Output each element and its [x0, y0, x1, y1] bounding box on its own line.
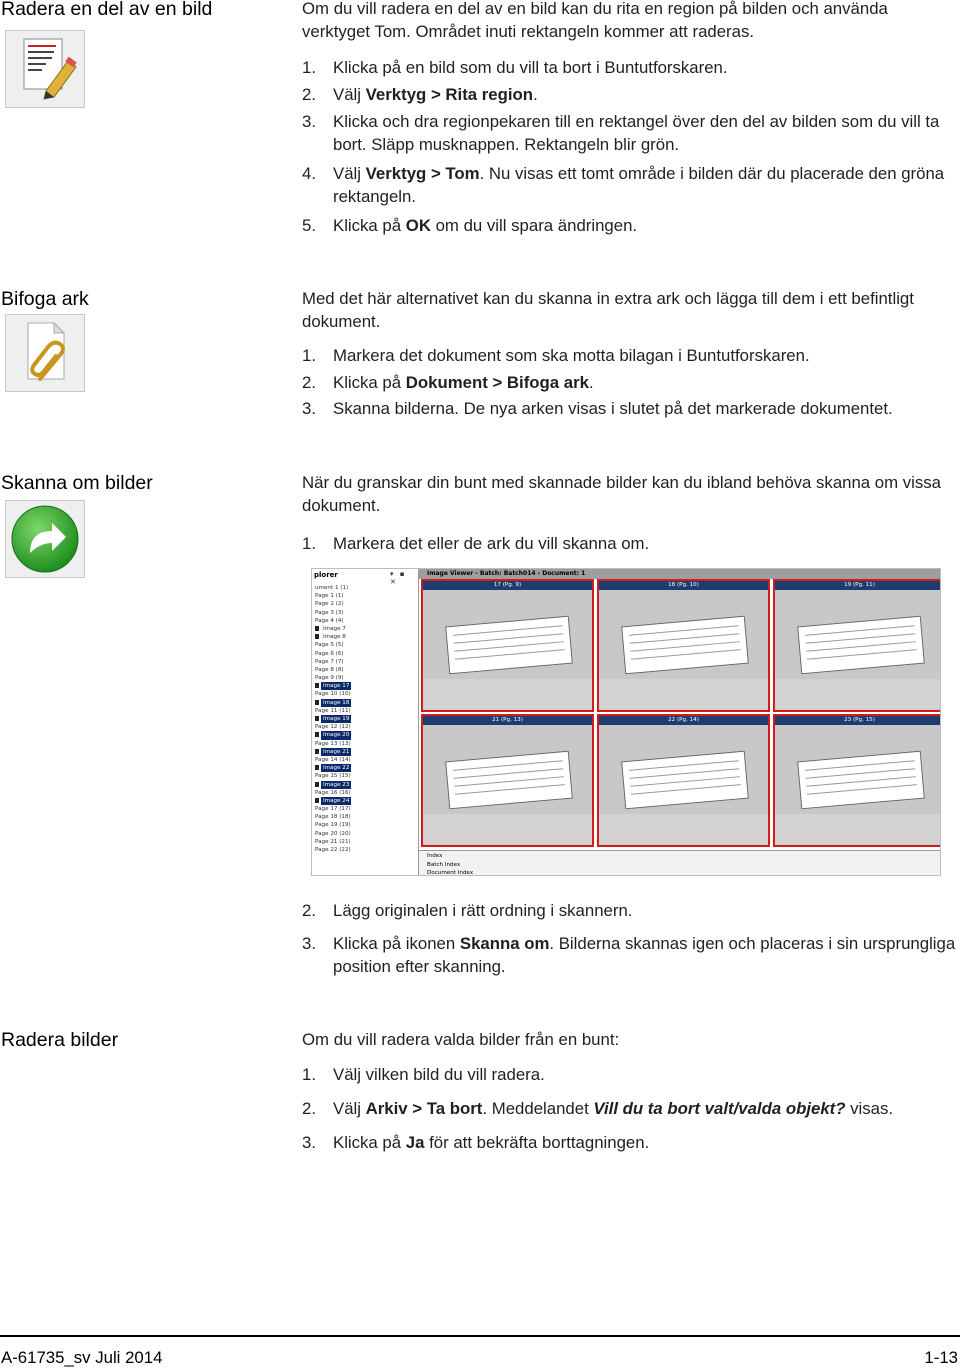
tree-item-label: Image 17	[323, 683, 350, 690]
footer-rule	[0, 1335, 960, 1337]
tree-item-label: Page 19 (19)	[315, 822, 351, 829]
step-item: 1. Markera det eller de ark du vill skanna om.	[302, 534, 650, 553]
tree-item-label: Page 16 (16)	[315, 789, 351, 796]
tree-page-item[interactable]	[315, 830, 415, 838]
tree-item-label: Page 1 (1)	[315, 593, 344, 600]
section-heading-radera-del: Radera en del av en bild	[1, 0, 213, 20]
image-node-icon	[315, 683, 319, 688]
step-item: 4. Välj Verktyg > Tom. Nu visas ett tomt område i bilden där du placerade den gröna rektangeln.	[302, 164, 945, 206]
step-item: 3. Skanna bilderna. De nya arken visas i slutet på det markerade dokumentet.	[302, 399, 893, 418]
tree-page-item[interactable]	[315, 592, 415, 600]
thumbnail[interactable]	[773, 579, 941, 712]
image-node-icon	[315, 700, 319, 705]
text-line	[807, 649, 916, 660]
scanned-page-image	[797, 751, 924, 810]
tree-item-label: Page 15 (15)	[315, 773, 351, 780]
erase-region-icon	[5, 30, 85, 108]
tree-page-item[interactable]	[315, 846, 415, 854]
step-item: 1. Markera det dokument som ska motta bilagan i Buntutforskaren.	[302, 346, 810, 365]
thumbnail-label: 18 (Pg. 10)	[599, 581, 768, 590]
image-node-icon	[315, 765, 319, 770]
tree-item-label: Page 21 (21)	[315, 838, 351, 845]
thumbnail-band	[423, 814, 592, 844]
tree-page-item[interactable]	[315, 813, 415, 821]
tree-image-item[interactable]	[315, 748, 415, 756]
tree-item-label: Page 5 (5)	[315, 642, 344, 649]
tree-item-label: ument 1 (1)	[315, 585, 349, 591]
thumbnail-label: 17 (Pg. 9)	[423, 581, 592, 590]
tree-page-item[interactable]	[315, 650, 415, 658]
thumbnail[interactable]	[421, 714, 594, 847]
step-item: 3. Klicka på Ja för att bekräfta borttagningen.	[302, 1133, 650, 1152]
step-item: 2. Välj Verktyg > Rita region.	[302, 85, 538, 104]
tree-item-label: Image 7	[323, 625, 346, 632]
tree-page-item[interactable]	[315, 821, 415, 829]
image-node-icon	[315, 749, 319, 754]
tree-item-label: Page 2 (2)	[315, 601, 344, 608]
thumbnail[interactable]	[597, 714, 770, 847]
document-index-label: Document Index	[427, 870, 474, 876]
explorer-title: plorer	[314, 571, 338, 579]
thumbnail[interactable]	[773, 714, 941, 847]
tree-image-item[interactable]	[315, 633, 415, 641]
scanned-page-image	[445, 616, 572, 675]
step-item: 1. Klicka på en bild som du vill ta bort i Buntutforskaren.	[302, 58, 728, 77]
image-node-icon	[315, 782, 319, 787]
tree-item-label: Page 11 (11)	[315, 707, 351, 714]
index-label: Index	[427, 853, 443, 859]
tree-page-item[interactable]	[315, 641, 415, 649]
tree-page-item[interactable]	[315, 666, 415, 674]
thumbnail-grid	[421, 579, 941, 849]
thumbnail-label: 19 (Pg. 11)	[775, 581, 941, 590]
batch-tree	[315, 584, 415, 854]
batch-explorer-screenshot	[311, 568, 941, 876]
tree-page-item[interactable]	[315, 789, 415, 797]
tree-image-item[interactable]	[315, 731, 415, 739]
tree-page-item[interactable]	[315, 723, 415, 731]
tree-item-label: Image 22	[323, 765, 350, 772]
thumbnail[interactable]	[421, 579, 594, 712]
tree-item-label: Page 9 (9)	[315, 675, 344, 682]
tree-page-item[interactable]	[315, 674, 415, 682]
thumbnail[interactable]	[597, 579, 770, 712]
rescan-icon	[5, 500, 85, 578]
thumbnail-band	[775, 814, 941, 844]
scanned-page-image	[621, 616, 748, 675]
thumbnail-label: 22 (Pg. 14)	[599, 716, 768, 725]
text-line	[455, 649, 564, 660]
step-item: 1. Välj vilken bild du vill radera.	[302, 1065, 545, 1084]
tree-page-item[interactable]	[315, 707, 415, 715]
tree-item-label: Page 12 (12)	[315, 724, 351, 731]
section-heading-skanna-om: Skanna om bilder	[1, 472, 153, 494]
tree-item-label: Page 17 (17)	[315, 806, 351, 813]
section-heading-bifoga-ark: Bifoga ark	[1, 288, 89, 310]
tree-page-item[interactable]	[315, 658, 415, 666]
tree-item-label: Image 8	[323, 634, 346, 641]
tree-image-item[interactable]	[315, 764, 415, 772]
tree-item-label: Image 23	[323, 781, 350, 788]
tree-page-item[interactable]	[315, 584, 415, 592]
tree-page-item[interactable]	[315, 690, 415, 698]
text-line	[631, 649, 740, 660]
section-intro: När du granskar din bunt med skannade bilder kan du ibland behöva skanna om vissa dokument.	[302, 473, 942, 515]
footer-doc-id: A-61735_sv Juli 2014	[1, 1348, 163, 1367]
section-intro: Om du vill radera valda bilder från en bunt:	[302, 1030, 620, 1049]
thumbnail-band	[775, 679, 941, 709]
tree-page-item[interactable]	[315, 740, 415, 748]
tree-image-item[interactable]	[315, 625, 415, 633]
step-item: 3. Klicka på ikonen Skanna om. Bilderna skannas igen och placeras i sin ursprungliga position efter skanning.	[302, 934, 956, 976]
tree-item-label: Page 14 (14)	[315, 756, 351, 763]
step-item: 3. Klicka och dra regionpekaren till en rektangel över den del av bilden som du vill ta bort. Släpp musknappen. Rektangeln blir grön.	[302, 112, 940, 154]
tree-item-label: Page 4 (4)	[315, 617, 344, 624]
image-viewer-panel	[419, 569, 941, 876]
viewer-title: Image Viewer - Batch: Batch014 - Document: 1	[419, 569, 941, 579]
tree-item-label: Page 10 (10)	[315, 691, 351, 698]
text-line	[631, 784, 740, 795]
page-number: 1-13	[924, 1348, 958, 1367]
tree-item-label: Image 24	[323, 797, 350, 804]
tree-image-item[interactable]	[315, 682, 415, 690]
tree-image-item[interactable]	[315, 715, 415, 723]
tree-page-item[interactable]	[315, 609, 415, 617]
thumbnail-label: 21 (Pg. 13)	[423, 716, 592, 725]
section-heading-radera-bilder: Radera bilder	[1, 1029, 119, 1051]
index-panel	[419, 850, 941, 876]
thumbnail-label: 23 (Pg. 15)	[775, 716, 941, 725]
tree-image-item[interactable]	[315, 699, 415, 707]
image-node-icon	[315, 716, 319, 721]
tree-item-label: Image 20	[323, 732, 350, 739]
step-item: 5. Klicka på OK om du vill spara ändringen.	[302, 216, 638, 235]
image-node-icon	[315, 626, 319, 631]
tree-page-item[interactable]	[315, 756, 415, 764]
image-node-icon	[315, 732, 319, 737]
text-line	[807, 784, 916, 795]
scanned-page-image	[445, 751, 572, 810]
tree-item-label: Image 21	[323, 748, 350, 755]
tree-item-label: Image 19	[323, 716, 350, 722]
tree-page-item[interactable]	[315, 838, 415, 846]
tree-image-item[interactable]	[315, 797, 415, 805]
tree-item-label: Page 7 (7)	[315, 658, 344, 665]
section-intro: Om du vill radera en del av en bild kan du rita en region på bilden och använda verktyget Tom. Området inuti rektangeln kommer att raderas.	[302, 0, 888, 41]
tree-item-label: Page 8 (8)	[315, 666, 344, 673]
tree-page-item[interactable]	[315, 600, 415, 608]
image-node-icon	[315, 634, 319, 639]
tree-page-item[interactable]	[315, 617, 415, 625]
thumbnail-band	[599, 679, 768, 709]
tree-item-label: Page 13 (13)	[315, 740, 351, 747]
attach-sheet-icon	[5, 314, 85, 392]
section-intro: Med det här alternativet kan du skanna in extra ark och lägga till dem i ett befintligt dokument.	[302, 289, 914, 331]
step-item: 2. Välj Arkiv > Ta bort. Meddelandet Vill du ta bort valt/valda objekt? visas.	[302, 1099, 894, 1118]
tree-item-label: Page 22 (22)	[315, 847, 351, 853]
scanned-page-image	[621, 751, 748, 810]
tree-image-item[interactable]	[315, 781, 415, 789]
step-item: 2. Lägg originalen i rätt ordning i skannern.	[302, 901, 633, 920]
batch-explorer-panel	[312, 569, 419, 876]
tree-item-label: Page 18 (18)	[315, 814, 351, 821]
step-item: 2. Klicka på Dokument > Bifoga ark.	[302, 373, 594, 392]
tree-page-item[interactable]	[315, 772, 415, 780]
tree-page-item[interactable]	[315, 805, 415, 813]
image-node-icon	[315, 798, 319, 803]
tree-item-label: Page 20 (20)	[315, 830, 351, 837]
tree-item-label: Page 3 (3)	[315, 609, 344, 616]
thumbnail-band	[599, 814, 768, 844]
tree-item-label: Page 6 (6)	[315, 650, 344, 657]
panel-controls-icon: ▾ ▪ ✕	[390, 570, 407, 586]
text-line	[455, 784, 564, 795]
thumbnail-band	[423, 679, 592, 709]
tree-item-label: Image 18	[323, 699, 350, 706]
batch-index-label: Batch Index	[427, 862, 461, 868]
scanned-page-image	[797, 616, 924, 675]
